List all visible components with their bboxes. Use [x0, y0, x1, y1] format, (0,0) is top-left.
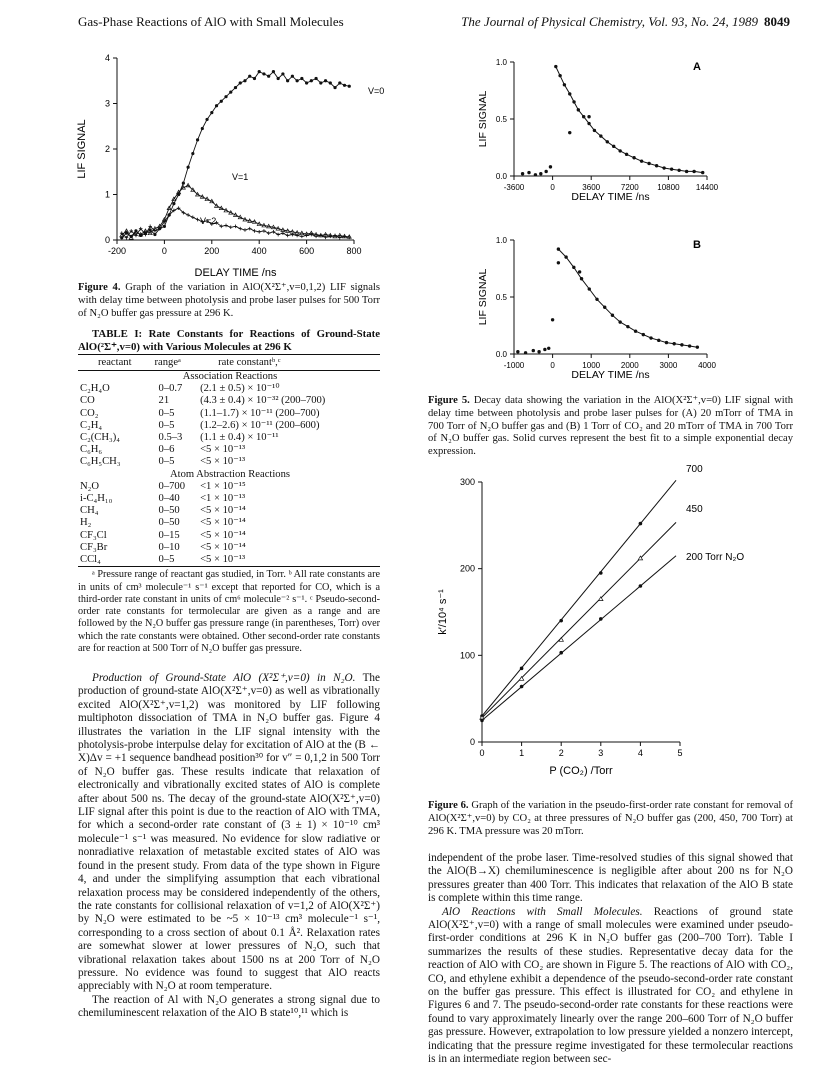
figure-4-caption-text: Graph of the variation in AlO(X²Σ⁺,v=0,1,2) LIF signals with delay time between photolysis and probe laser pulses for 500 Torr of N₂O buffer gas pressure at 296 K.: [78, 282, 380, 319]
x-tick-label: 2000: [620, 361, 639, 370]
figure-6: [430, 450, 790, 780]
range-cell: 0–5: [158, 419, 175, 431]
data-point: [640, 159, 643, 162]
section-heading-small-molecules: AlO Reactions with Small Molecules.: [442, 905, 643, 918]
rate-cell: <1 × 10⁻¹⁵: [200, 480, 246, 492]
range-cell: 0–40: [158, 493, 180, 505]
figure-4-caption-block: [78, 282, 380, 320]
data-point: [196, 138, 199, 141]
data-point: [201, 127, 204, 130]
rate-cell: (1.2–2.6) × 10⁻¹¹ (200–600): [200, 419, 320, 431]
y-tick-label: 200: [459, 563, 475, 574]
data-point: [588, 287, 591, 290]
figure-4-caption-label: Figure 4.: [78, 282, 121, 293]
data-point: [625, 153, 628, 156]
table-row: [78, 408, 380, 420]
data-point: [599, 134, 602, 137]
reactant-cell: C₆H₆: [80, 444, 103, 456]
paragraph-production: [78, 672, 380, 994]
figure-6-caption-block: [428, 800, 793, 838]
data-point: [587, 122, 590, 125]
data-point: [672, 342, 675, 345]
data-point: [267, 231, 271, 235]
x-tick-label: 3: [598, 748, 604, 758]
data-point: [524, 351, 527, 354]
data-point: [310, 79, 313, 82]
reactant-cell: C₆H₅CH₃: [80, 456, 121, 468]
data-point: [549, 165, 552, 168]
data-point: [655, 164, 658, 167]
data-point: [300, 235, 304, 239]
range-cell: 0–50: [158, 517, 180, 529]
reactant-cell: CCl₄: [80, 554, 101, 566]
table-row: [78, 481, 380, 493]
table-row: [78, 493, 380, 505]
figure-4-chart: [72, 48, 385, 280]
y-tick-label: 3: [104, 98, 110, 109]
data-point: [234, 86, 237, 89]
y-axis-label: k′/10⁴ s⁻¹: [437, 589, 449, 635]
range-cell: 0–0.7: [158, 383, 183, 395]
range-cell: 21: [158, 395, 170, 407]
reactant-cell: CO₂: [80, 407, 99, 419]
data-point: [205, 118, 208, 121]
section-heading-abstraction: Atom Abstraction Reactions: [169, 468, 291, 480]
table-row: [78, 530, 380, 542]
fit-line: [482, 522, 676, 717]
table-1-grid: [78, 354, 380, 566]
data-point: [577, 108, 580, 111]
data-point: [182, 182, 185, 185]
range-cell: 0–6: [158, 444, 175, 456]
y-tick-label: 1: [104, 189, 110, 200]
x-tick-label: 1: [519, 748, 525, 758]
data-point: [277, 77, 280, 80]
x-axis-label: DELAY TIME /ns: [194, 267, 277, 279]
data-point: [253, 229, 257, 233]
fit-curve: [556, 67, 703, 173]
rate-cell: <5 × 10⁻¹³: [200, 456, 246, 468]
right-body-text: [428, 852, 793, 1067]
x-tick-label: 600: [299, 246, 315, 256]
data-point: [480, 719, 484, 723]
y-axis-label: LIF SIGNAL: [477, 268, 489, 326]
data-point: [677, 169, 680, 172]
data-point: [224, 224, 228, 228]
data-point: [595, 298, 598, 301]
data-point: [239, 81, 242, 84]
figure-6-caption: [428, 800, 793, 838]
running-header-left: Gas-Phase Reactions of AlO with Small Molecules: [78, 14, 344, 29]
rate-cell: (4.3 ± 0.4) × 10⁻³² (200–700): [200, 395, 326, 407]
data-point: [558, 74, 561, 77]
y-tick-label: 0.0: [495, 172, 507, 181]
paragraph-small-molecules-text: Reactions of ground state AlO(X²Σ⁺,v=0) with a range of small molecules were examined under pseudo-first-order conditions at 296 K in N₂O buffer gas (200–700 Torr). Table I summarizes the results of these studies. Representative decay data for the reaction of AlO with CO₂ are shown in Figure 5. The reactions of AlO with CO₂, CO, and ethylene exhibit a dependence of the pseudo-second-order rate constant on the buffer gas pressure. This effect is illustrated for CO₂ and ethylene in Figures 6 and 7. The pseudo-second-order rate constants for these reactions were found to vary approximately linearly over the range 200–600 Torr of N₂O buffer gas pressure. However, extrapolation to low pressure yielded a nonzero intercept, indicating that the pressure regime investigated for these termolecular reactions is in an intermediate region between sec-: [428, 905, 793, 1066]
y-tick-label: 2: [104, 144, 110, 154]
data-point: [238, 227, 242, 231]
x-tick-label: 0: [550, 361, 555, 370]
y-tick-label: 0: [469, 737, 475, 747]
data-point: [532, 349, 535, 352]
data-point: [343, 84, 346, 87]
data-point: [191, 215, 195, 219]
table-row: [78, 517, 380, 529]
x-tick-label: 4000: [698, 361, 716, 370]
outlier-point: [557, 261, 560, 264]
data-point: [229, 91, 232, 94]
figure-5: [472, 48, 742, 392]
reactant-cell: CH₄: [80, 505, 99, 517]
table-row: [78, 395, 380, 407]
series-label: V=1: [232, 172, 249, 182]
page-number: 8049: [764, 14, 790, 29]
data-point: [324, 79, 327, 82]
data-point: [696, 345, 699, 348]
rate-cell: <1 × 10⁻¹³: [200, 493, 246, 505]
rate-cell: <5 × 10⁻¹³: [200, 554, 246, 566]
figure-6-caption-text: Graph of the variation in the pseudo-first-order rate constant for removal of AlO(X²Σ⁺,v=0) by CO₂ at three pressures of N₂O buffer gas (200, 450, 700 Torr) at 296 K. TMA pressure was 20 mTorr.: [428, 800, 793, 837]
reactant-cell: CF₃Cl: [80, 529, 107, 541]
data-point: [163, 225, 166, 228]
data-point: [520, 667, 524, 671]
y-tick-label: 0.5: [495, 115, 507, 124]
reactant-cell: C₂H₄: [80, 419, 103, 431]
y-tick-label: 0.5: [495, 293, 507, 302]
data-point: [639, 522, 643, 526]
panel-label: A: [693, 61, 701, 73]
table-row: [78, 456, 380, 468]
data-point: [559, 619, 563, 623]
data-point: [519, 677, 523, 681]
outlier-point: [578, 270, 581, 273]
data-point: [243, 228, 247, 232]
data-point: [632, 156, 635, 159]
range-cell: 0–5: [158, 554, 175, 566]
data-point: [286, 79, 289, 82]
data-point: [520, 685, 524, 689]
data-point: [253, 77, 256, 80]
reactant-cell: i-C₄H₁₀: [80, 493, 113, 505]
data-point: [220, 100, 223, 103]
data-point: [639, 584, 643, 588]
reactant-cell: CO: [80, 395, 95, 407]
data-point: [333, 86, 336, 89]
rate-cell: <5 × 10⁻¹⁴: [200, 541, 246, 553]
reactant-cell: C₂(CH₃)₄: [80, 432, 120, 444]
outlier-point: [568, 131, 571, 134]
series-label: 700: [686, 464, 703, 475]
data-point: [647, 162, 650, 165]
data-point: [599, 597, 603, 601]
x-tick-label: 200: [204, 246, 220, 256]
data-point: [153, 233, 156, 236]
table-row: [78, 505, 380, 517]
fit-curve: [558, 249, 697, 347]
journal-citation: The Journal of Physical Chemistry, Vol. 93, No. 24, 1989: [461, 14, 758, 29]
data-point: [296, 79, 299, 82]
x-tick-label: 1000: [582, 361, 601, 370]
table-1-title: TABLE I: Rate Constants for Reactions of Ground-State AlO(²Σ⁺,v=0) with Various Molecules at 296 K: [78, 328, 380, 353]
data-point: [680, 343, 683, 346]
table-1-footnote: ᵃ Pressure range of reactant gas studied, in Torr. ᵇ All rate constants are in units of cm³ molecule⁻¹ s⁻¹ except that reported for CO, which is a third-order rate constant in units of cm⁶ molecule⁻² s⁻¹. ᶜ Pseudo-second-order rate constants for termolecular are given as a range and are followed by the N₂O buffer gas pressure range (in parentheses, Torr) over which the rate constants were obtained. Other second-order rate constants are for reaction at 500 Torr of N₂O buffer gas pressure.: [78, 566, 380, 655]
data-point: [319, 81, 322, 84]
data-point: [329, 81, 332, 84]
data-point: [606, 140, 609, 143]
data-point: [262, 72, 265, 75]
data-point: [599, 571, 603, 575]
data-point: [248, 227, 252, 231]
range-cell: 0–700: [158, 480, 185, 492]
data-point: [521, 172, 524, 175]
y-tick-label: 300: [459, 477, 475, 487]
data-point: [267, 75, 270, 78]
reactant-cell: CF₃Br: [80, 541, 108, 553]
data-point: [534, 173, 537, 176]
data-point: [258, 70, 261, 73]
y-tick-label: 1.0: [495, 236, 507, 245]
x-tick-label: 0: [479, 748, 485, 758]
x-tick-label: -3600: [503, 183, 525, 192]
data-point: [516, 350, 519, 353]
data-point: [229, 225, 233, 229]
paragraph-production-text: The production of ground-state AlO(X²Σ⁺,v=0) as well as vibrationally excited AlO(X²Σ⁺,v=1,2) was monitored by LIF following multiphoton dissociation of TMA in N₂O buffer gas. Figure 4 illustrates the variation in the LIF signal intensity with the photolysis-probe interpulse delay for excitation of AlO at the (B ← X)Δv = +1 sequence bandhead position³⁰ for v″ = 0,1,2 in 500 Torr of N₂O buffer gas. These results indicate that relaxation of electronically and vibrationally excited states of AlO is complete after about 500 ns. The decay of the ground-state AlO(X²Σ⁺,v=0) LIF signal after this point is due to the reaction of AlO with TMA, for which a second-order rate constant of (3 ± 1) × 10⁻¹⁰ cm³ molecule⁻¹ s⁻¹ was measured. No evidence for slow radiative or nonradiative relaxation of metastable excited states of AlO was found in the present study. From data of the type shown in Figure 4, and under the simplifying assumption that each vibrational relaxation process may be considered independently of the others, the rate constants for collisional relaxation of v=1,2 of AlO(X²Σ⁺) by N₂O were estimated to be ~5 × 10⁻¹³ cm³ molecule⁻¹ s⁻¹, corresponding to a cross section of about 0.1 Å². Relaxation rates are somewhat slower at lower pressures of N₂O, such that vibrational relaxation takes about 1500 ns at 200 Torr of N₂O pressure. No evidence was found to suggest that AlO reacts appreciably with N₂O at room temperature.: [78, 672, 380, 993]
x-axis-label: DELAY TIME /ns: [571, 369, 650, 381]
data-point: [554, 65, 557, 68]
range-cell: 0–15: [158, 529, 180, 541]
y-tick-label: 1.0: [495, 58, 507, 67]
data-point: [568, 92, 571, 95]
x-axis-label: P (CO₂) /Torr: [549, 765, 613, 777]
data-point: [688, 344, 691, 347]
table-row: [78, 383, 380, 395]
data-point: [611, 314, 614, 317]
x-tick-label: 400: [251, 246, 267, 256]
data-point: [572, 100, 575, 103]
x-tick-label: 0: [161, 246, 167, 256]
data-point: [642, 333, 645, 336]
series-label: 200 Torr N₂O: [686, 552, 745, 563]
range-cell: 0–5: [158, 456, 175, 468]
range-cell: 0–10: [158, 541, 180, 553]
rate-cell: <5 × 10⁻¹⁴: [200, 517, 246, 529]
reactant-cell: N₂O: [80, 480, 99, 492]
figure-5b-chart: [472, 226, 742, 392]
table-row: [78, 554, 380, 566]
data-point: [305, 81, 308, 84]
data-point: [572, 266, 575, 269]
figure-5-caption-text: Decay data showing the variation in the AlO(X²Σ⁺,v=0) LIF signal with delay time between photolysis and probe laser pulses for (A) 20 mTorr of TMA in 700 Torr of N₂O buffer gas and (B) 1 Torr of CO₂ and 20 mTorr of TMA in 700 Torr of N₂O buffer gas. Solid curves represent the best fit to a simple exponential decay expression.: [428, 395, 793, 458]
data-point: [281, 72, 284, 75]
data-point: [286, 234, 290, 238]
data-point: [557, 247, 560, 250]
data-point: [580, 277, 583, 280]
data-point: [547, 347, 550, 350]
data-point: [593, 129, 596, 132]
data-point: [243, 79, 246, 82]
data-point: [257, 230, 261, 234]
data-point: [215, 104, 218, 107]
outlier-point: [587, 115, 590, 118]
series-label: V=0: [368, 86, 385, 96]
outlier-point: [551, 318, 554, 321]
figure-5a-chart: [472, 48, 742, 220]
series-label: 450: [686, 504, 703, 515]
x-tick-label: 14400: [695, 183, 719, 192]
data-point: [701, 171, 704, 174]
data-point: [599, 617, 603, 621]
figure-4: [72, 48, 385, 280]
data-point: [618, 149, 621, 152]
y-tick-label: 100: [459, 650, 475, 661]
data-point: [314, 77, 317, 80]
data-point: [559, 651, 563, 655]
y-axis-label: LIF SIGNAL: [477, 90, 489, 148]
fit-line: [482, 556, 676, 721]
paragraph-probe-independent: independent of the probe laser. Time-resolved studies of this signal showed that the AlO(B→X) chemiluminescence is negligible after about 200 ns for N₂O pressures greater than 400 Torr. This indicates that relaxation of the AlO B state is complete within this time range.: [428, 852, 793, 905]
data-point: [537, 350, 540, 353]
figure-6-caption-label: Figure 6.: [428, 800, 469, 811]
running-header-right: [461, 14, 790, 30]
y-tick-label: 4: [104, 53, 110, 63]
rate-cell: <5 × 10⁻¹⁴: [200, 529, 246, 541]
section-heading-production: Production of Ground-State AlO (X²Σ⁺,v=0) in N₂O.: [92, 672, 356, 684]
col-header-range: rangeᵃ: [155, 355, 199, 371]
table-row: [78, 432, 380, 444]
data-point: [670, 167, 673, 170]
rate-cell: <5 × 10⁻¹⁴: [200, 505, 246, 517]
y-tick-label: 0.0: [495, 350, 507, 359]
x-tick-label: -200: [107, 246, 127, 256]
data-point: [187, 166, 190, 169]
x-tick-label: 800: [346, 246, 362, 256]
data-point: [692, 170, 695, 173]
reactant-cell: C₂H₄O: [80, 383, 110, 395]
data-point: [300, 77, 303, 80]
data-point: [172, 202, 175, 205]
data-point: [338, 236, 342, 240]
data-point: [272, 230, 276, 234]
data-point: [612, 145, 615, 148]
table-row: [78, 420, 380, 432]
fit-line: [482, 480, 676, 716]
data-point: [626, 325, 629, 328]
y-tick-label: 0: [104, 235, 110, 245]
table-row: [78, 444, 380, 456]
x-axis-label: DELAY TIME /ns: [571, 191, 650, 203]
data-point: [662, 166, 665, 169]
figure-5-caption-label: Figure 5.: [428, 395, 470, 406]
x-tick-label: 5: [677, 748, 683, 758]
data-point: [563, 83, 566, 86]
data-point: [685, 170, 688, 173]
reactant-cell: H₂: [80, 517, 92, 529]
section-heading-association: Association Reactions: [182, 371, 278, 382]
data-point: [527, 171, 530, 174]
x-tick-label: 4: [637, 748, 643, 758]
table-1-body: [78, 371, 380, 567]
data-point: [544, 170, 547, 173]
rate-cell: (1.1–1.7) × 10⁻¹¹ (200–700): [200, 407, 320, 419]
series-label: V=2: [200, 216, 217, 226]
col-header-reactant: reactant: [78, 355, 155, 371]
rate-cell: <5 × 10⁻¹³: [200, 444, 246, 456]
data-point: [262, 229, 266, 233]
data-point: [196, 218, 200, 222]
x-tick-label: 2: [558, 748, 564, 758]
x-tick-label: 7200: [620, 183, 639, 192]
data-point: [234, 225, 238, 229]
figure-4-caption: [78, 282, 380, 320]
paragraph-al-n2o: The reaction of Al with N₂O generates a strong signal due to chemiluminescent relaxation of the AlO B state¹⁰,¹¹ which is: [78, 993, 380, 1020]
data-point: [338, 81, 341, 84]
panel-label: B: [693, 239, 701, 251]
data-point: [224, 95, 227, 98]
x-tick-label: 3600: [582, 183, 601, 192]
left-body-text: [78, 672, 380, 1021]
data-point: [248, 75, 251, 78]
x-tick-label: 3000: [659, 361, 678, 370]
rate-cell: (1.1 ± 0.4) × 10⁻¹¹: [200, 432, 279, 444]
range-cell: 0.5–3: [158, 432, 183, 444]
data-point: [665, 341, 668, 344]
data-point: [539, 172, 542, 175]
figure-6-chart: [430, 450, 790, 780]
x-tick-label: 10800: [657, 183, 680, 192]
data-point: [348, 85, 351, 88]
paragraph-small-molecules: [428, 906, 793, 1067]
data-point: [291, 75, 294, 78]
range-cell: 0–5: [158, 407, 175, 419]
rate-cell: (2.1 ± 0.5) × 10⁻¹⁰: [200, 383, 280, 395]
data-point: [649, 336, 652, 339]
data-point: [657, 339, 660, 342]
data-point: [564, 255, 567, 258]
data-point: [210, 111, 213, 114]
data-point: [186, 213, 190, 217]
data-point: [618, 320, 621, 323]
data-point: [634, 330, 637, 333]
data-point: [272, 70, 275, 73]
data-point: [603, 306, 606, 309]
range-cell: 0–50: [158, 505, 180, 517]
col-header-rate: rate constantᵇ,ᶜ: [198, 355, 380, 371]
y-axis-label: LIF SIGNAL: [76, 119, 88, 179]
table-row: [78, 542, 380, 554]
data-point: [543, 348, 546, 351]
table-1: [78, 328, 380, 655]
x-tick-label: 0: [550, 183, 555, 192]
data-point: [281, 231, 285, 235]
data-point: [191, 152, 194, 155]
data-point: [582, 115, 585, 118]
x-tick-label: -1000: [503, 361, 525, 370]
